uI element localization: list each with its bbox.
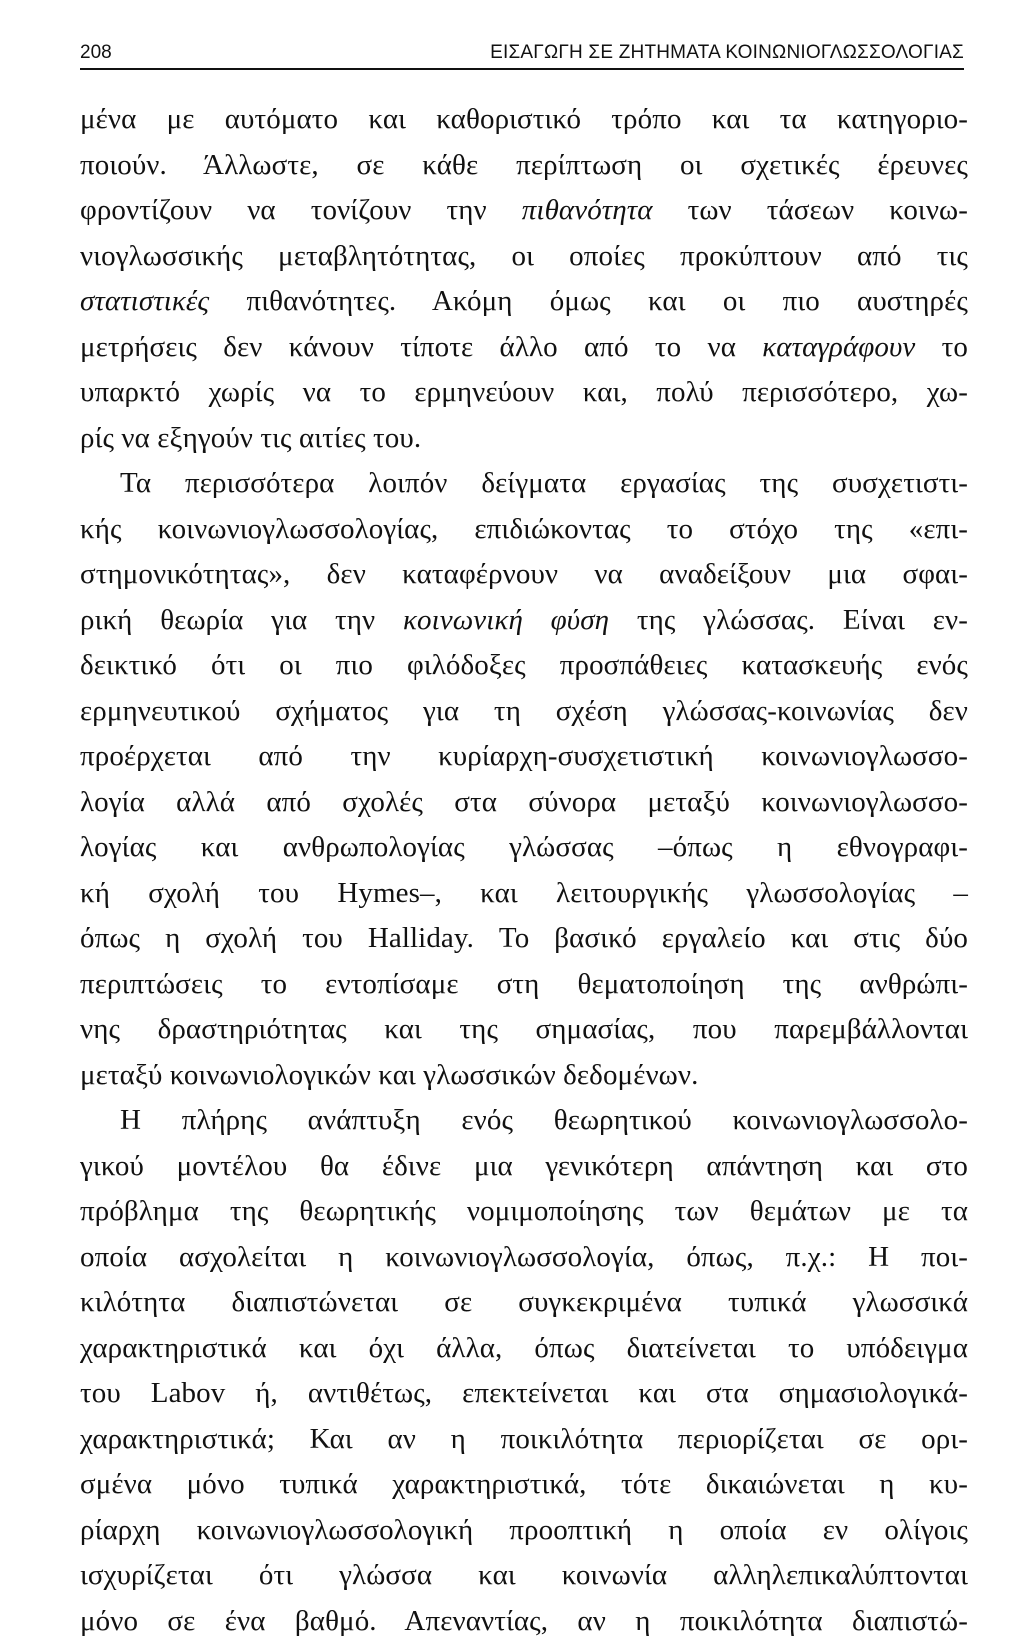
text-line: γικού μοντέλου θα έδινε μια γενικότερη απάντηση και στο: [80, 1144, 968, 1190]
text-line: κή σχολή του Hymes–, και λειτουργικής γλωσσολογίας –: [80, 871, 968, 917]
text-line: λογία αλλά από σχολές στα σύνορα μεταξύ κοινωνιογλωσσο-: [80, 780, 968, 826]
text-line: όπως η σχολή του Halliday. Το βασικό εργαλείο και στις δύο: [80, 916, 968, 962]
text-line: δεικτικό ότι οι πιο φιλόδοξες προσπάθειες κατασκευής ενός: [80, 643, 968, 689]
text-line: νης δραστηριότητας και της σημασίας, που παρεμβάλλονται: [80, 1007, 968, 1053]
text-line: ισχυρίζεται ότι γλώσσα και κοινωνία αλληλεπικαλύπτονται: [80, 1553, 968, 1599]
text-line: μεταξύ κοινωνιολογικών και γλωσσικών δεδομένων.: [80, 1053, 968, 1099]
body-text: [80, 97, 968, 1644]
text-line: ρίαρχη κοινωνιογλωσσολογική προοπτική η οποία εν ολίγοις: [80, 1508, 968, 1554]
text-line: φροντίζουν να τονίζουν την πιθανότητα των τάσεων κοινω-: [80, 188, 968, 234]
text-line: μένα με αυτόματο και καθοριστικό τρόπο και τα κατηγοριο-: [80, 97, 968, 143]
text-line: ποιούν. Άλλωστε, σε κάθε περίπτωση οι σχετικές έρευνες: [80, 143, 968, 189]
text-line: σμένα μόνο τυπικά χαρακτηριστικά, τότε δικαιώνεται η κυ-: [80, 1462, 968, 1508]
page-number: 208: [80, 38, 112, 68]
running-head: [80, 38, 964, 70]
text-line: ρίς να εξηγούν τις αιτίες του.: [80, 416, 968, 462]
text-line: προέρχεται από την κυρίαρχη-συσχετιστική κοινωνιογλωσσο-: [80, 734, 968, 780]
text-line: χαρακτηριστικά; Και αν η ποικιλότητα περιορίζεται σε ορι-: [80, 1417, 968, 1463]
text-line: ρική θεωρία για την κοινωνική φύση της γλώσσας. Είναι εν-: [80, 598, 968, 644]
text-line: λογίας και ανθρωπολογίας γλώσσας –όπως η εθνογραφι-: [80, 825, 968, 871]
text-line: νιογλωσσικής μεταβλητότητας, οι οποίες προκύπτουν από τις: [80, 234, 968, 280]
text-line: πρόβλημα της θεωρητικής νομιμοποίησης των θεμάτων με τα: [80, 1189, 968, 1235]
text-line: του Labov ή, αντιθέτως, επεκτείνεται και στα σημασιολογικά-: [80, 1371, 968, 1417]
text-line: στατιστικές πιθανότητες. Ακόμη όμως και οι πιο αυστηρές: [80, 279, 968, 325]
text-line: Η πλήρης ανάπτυξη ενός θεωρητικού κοινωνιογλωσσολο-: [80, 1098, 968, 1144]
text-line: κιλότητα διαπιστώνεται σε συγκεκριμένα τυπικά γλωσσικά: [80, 1280, 968, 1326]
text-line: Τα περισσότερα λοιπόν δείγματα εργασίας της συσχετιστι-: [80, 461, 968, 507]
text-line: περιπτώσεις το εντοπίσαμε στη θεματοποίηση της ανθρώπι-: [80, 962, 968, 1008]
text-line: μόνο σε ένα βαθμό. Απεναντίας, αν η ποικιλότητα διαπιστώ-: [80, 1599, 968, 1644]
book-title: ΕΙΣΑΓΩΓΗ ΣΕ ΖΗΤΗΜΑΤΑ ΚΟΙΝΩΝΙΟΓΛΩΣΣΟΛΟΓΙΑΣ: [490, 38, 964, 68]
text-line: οποία ασχολείται η κοινωνιογλωσσολογία, όπως, π.χ.: Η ποι-: [80, 1235, 968, 1281]
text-line: υπαρκτό χωρίς να το ερμηνεύουν και, πολύ περισσότερο, χω-: [80, 370, 968, 416]
text-line: ερμηνευτικού σχήματος για τη σχέση γλώσσας-κοινωνίας δεν: [80, 689, 968, 735]
text-line: κής κοινωνιογλωσσολογίας, επιδιώκοντας το στόχο της «επι-: [80, 507, 968, 553]
text-line: χαρακτηριστικά και όχι άλλα, όπως διατείνεται το υπόδειγμα: [80, 1326, 968, 1372]
text-line: μετρήσεις δεν κάνουν τίποτε άλλο από το να καταγράφουν το: [80, 325, 968, 371]
text-line: στημονικότητας», δεν καταφέρνουν να αναδείξουν μια σφαι-: [80, 552, 968, 598]
